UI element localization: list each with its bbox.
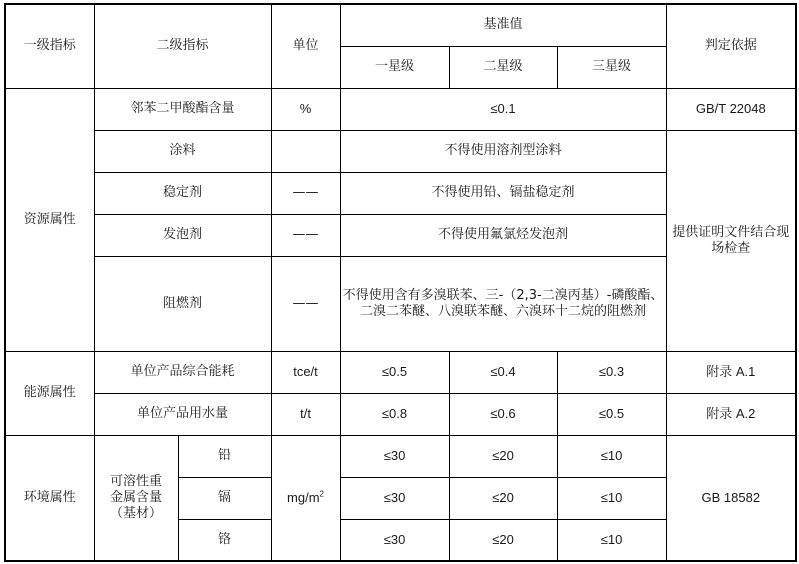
- evaluation-table: [4, 3, 797, 562]
- star3-value: ≤0.5: [557, 393, 666, 435]
- star3-value: ≤10: [557, 519, 666, 561]
- star2-value: ≤20: [449, 435, 557, 477]
- indicator-name: 稳定剂: [94, 172, 271, 214]
- indicator-name: 单位产品用水量: [94, 393, 271, 435]
- shared-basis: 提供证明文件结合现场检查: [666, 130, 796, 351]
- indicator-value: 不得使用含有多溴联苯、三-（2,3-二溴丙基）-磷酸酯、二溴二苯醚、八溴联苯醚、六溴环十二烷的阻燃剂: [340, 256, 666, 351]
- table-row: [5, 88, 796, 130]
- header-unit: 单位: [271, 4, 340, 88]
- star2-value: ≤20: [449, 519, 557, 561]
- header-star2: 二星级: [449, 46, 557, 88]
- star1-value: ≤30: [340, 519, 449, 561]
- indicator-value: ≤0.1: [340, 88, 666, 130]
- indicator-basis: GB/T 22048: [666, 88, 796, 130]
- indicator-name: 涂料: [94, 130, 271, 172]
- star2-value: ≤20: [449, 477, 557, 519]
- metal-name: 铅: [178, 435, 271, 477]
- indicator-name: 单位产品综合能耗: [94, 351, 271, 393]
- header-benchmark: 基准值: [340, 4, 666, 46]
- star1-value: ≤30: [340, 435, 449, 477]
- header-level1: 一级指标: [5, 4, 94, 88]
- indicator-value: 不得使用氟氯烃发泡剂: [340, 214, 666, 256]
- indicator-unit: [271, 435, 340, 561]
- table-row: [5, 393, 796, 435]
- star1-value: ≤30: [340, 477, 449, 519]
- table-row: [5, 435, 796, 477]
- indicator-unit: t/t: [271, 393, 340, 435]
- star2-value: ≤0.6: [449, 393, 557, 435]
- star1-value: ≤0.8: [340, 393, 449, 435]
- indicator-basis: GB 18582: [666, 435, 796, 561]
- header-level2: 二级指标: [94, 4, 271, 88]
- star2-value: ≤0.4: [449, 351, 557, 393]
- table-row: [5, 130, 796, 172]
- indicator-name: 邻苯二甲酸酯含量: [94, 88, 271, 130]
- indicator-name: 阻燃剂: [94, 256, 271, 351]
- category-environment: 环境属性: [5, 435, 94, 561]
- header-star1: 一星级: [340, 46, 449, 88]
- unit-base: mg/m: [287, 489, 320, 505]
- indicator-unit: ——: [271, 172, 340, 214]
- indicator-name: 发泡剂: [94, 214, 271, 256]
- indicator-unit: ——: [271, 256, 340, 351]
- indicator-unit: [271, 130, 340, 172]
- indicator-basis: 附录 A.1: [666, 351, 796, 393]
- star3-value: ≤10: [557, 435, 666, 477]
- star3-value: ≤0.3: [557, 351, 666, 393]
- indicator-basis: 附录 A.2: [666, 393, 796, 435]
- indicator-value: 不得使用铅、镉盐稳定剂: [340, 172, 666, 214]
- category-energy: 能源属性: [5, 351, 94, 435]
- indicator-unit: ——: [271, 214, 340, 256]
- heavy-metal-group: 可溶性重金属含量（基材）: [94, 435, 178, 561]
- header-basis: 判定依据: [666, 4, 796, 88]
- metal-name: 铬: [178, 519, 271, 561]
- table-row: [5, 351, 796, 393]
- unit-superscript: 2: [319, 489, 324, 499]
- header-star3: 三星级: [557, 46, 666, 88]
- indicator-unit: tce/t: [271, 351, 340, 393]
- metal-name: 镉: [178, 477, 271, 519]
- indicator-value: 不得使用溶剂型涂料: [340, 130, 666, 172]
- star3-value: ≤10: [557, 477, 666, 519]
- star1-value: ≤0.5: [340, 351, 449, 393]
- indicator-unit: %: [271, 88, 340, 130]
- category-resource: 资源属性: [5, 88, 94, 351]
